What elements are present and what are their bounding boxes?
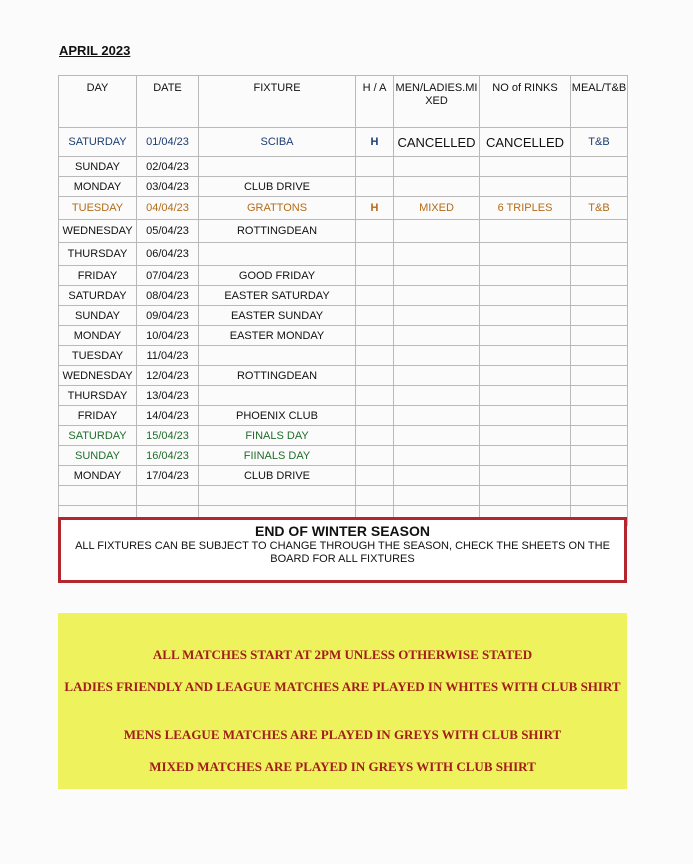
empty-cell <box>571 486 628 506</box>
cell-rinks <box>480 266 571 286</box>
rule-mens-dress: MENS LEAGUE MATCHES ARE PLAYED IN GREYS WITH CLUB SHIRT <box>123 727 562 742</box>
cell-home-away <box>356 326 394 346</box>
cell-rinks <box>480 406 571 426</box>
fixtures-table <box>58 75 628 526</box>
cell-date: 05/04/23 <box>137 220 199 243</box>
cell-date: 03/04/23 <box>137 177 199 197</box>
cell-men-ladies <box>394 326 480 346</box>
cell-men-ladies <box>394 346 480 366</box>
cell-fixture: ROTTINGDEAN <box>199 366 356 386</box>
cell-home-away <box>356 157 394 177</box>
cell-meal <box>571 286 628 306</box>
cell-men-ladies <box>394 220 480 243</box>
cell-day: MONDAY <box>59 326 137 346</box>
cell-men-ladies <box>394 446 480 466</box>
header-meal: MEAL/T&B <box>571 76 628 128</box>
table-header-row <box>59 76 628 128</box>
cell-meal <box>571 220 628 243</box>
cell-day: SATURDAY <box>59 128 137 157</box>
table-row <box>59 366 628 386</box>
cell-date: 08/04/23 <box>137 286 199 306</box>
cell-meal <box>571 366 628 386</box>
cell-fixture <box>199 386 356 406</box>
header-date: DATE <box>137 76 199 128</box>
table-row <box>59 128 628 157</box>
cell-day: TUESDAY <box>59 197 137 220</box>
cell-rinks: CANCELLED <box>480 128 571 157</box>
cell-men-ladies <box>394 306 480 326</box>
cell-fixture: GOOD FRIDAY <box>199 266 356 286</box>
empty-cell <box>199 486 356 506</box>
cell-date: 17/04/23 <box>137 466 199 486</box>
cell-meal <box>571 157 628 177</box>
cell-meal <box>571 306 628 326</box>
cell-date: 13/04/23 <box>137 386 199 406</box>
cell-meal <box>571 446 628 466</box>
header-no-of-rinks: NO of RINKS <box>480 76 571 128</box>
cell-date: 07/04/23 <box>137 266 199 286</box>
cell-meal <box>571 406 628 426</box>
cell-fixture: FIINALS DAY <box>199 446 356 466</box>
table-row <box>59 243 628 266</box>
cell-fixture <box>199 243 356 266</box>
cell-fixture: EASTER SUNDAY <box>199 306 356 326</box>
cell-meal <box>571 177 628 197</box>
match-rules-panel <box>58 613 627 789</box>
table-row <box>59 177 628 197</box>
cell-meal <box>571 426 628 446</box>
cell-rinks <box>480 177 571 197</box>
table-row <box>59 326 628 346</box>
cell-date: 10/04/23 <box>137 326 199 346</box>
cell-date: 01/04/23 <box>137 128 199 157</box>
cell-men-ladies <box>394 286 480 306</box>
rule-start-time: ALL MATCHES START AT 2PM UNLESS OTHERWISE STATED <box>152 647 533 662</box>
cell-home-away: H <box>356 128 394 157</box>
cell-day: SATURDAY <box>59 286 137 306</box>
cell-men-ladies <box>394 366 480 386</box>
cell-rinks: 6 TRIPLES <box>480 197 571 220</box>
cell-rinks <box>480 426 571 446</box>
cell-day: FRIDAY <box>59 266 137 286</box>
cell-rinks <box>480 306 571 326</box>
table-row <box>59 406 628 426</box>
cell-meal <box>571 266 628 286</box>
table-row <box>59 306 628 326</box>
cell-men-ladies: CANCELLED <box>394 128 480 157</box>
cell-home-away <box>356 286 394 306</box>
cell-rinks <box>480 326 571 346</box>
empty-cell <box>480 486 571 506</box>
table-row <box>59 426 628 446</box>
cell-fixture <box>199 346 356 366</box>
cell-day: MONDAY <box>59 466 137 486</box>
cell-home-away: H <box>356 197 394 220</box>
cell-date: 11/04/23 <box>137 346 199 366</box>
cell-date: 02/04/23 <box>137 157 199 177</box>
cell-home-away <box>356 446 394 466</box>
cell-fixture: ROTTINGDEAN <box>199 220 356 243</box>
cell-fixture: GRATTONS <box>199 197 356 220</box>
table-row <box>59 346 628 366</box>
cell-fixture: FINALS DAY <box>199 426 356 446</box>
cell-home-away <box>356 466 394 486</box>
cell-day: MONDAY <box>59 177 137 197</box>
rule-mixed-dress: MIXED MATCHES ARE PLAYED IN GREYS WITH CLUB SHIRT <box>149 759 536 774</box>
cell-home-away <box>356 306 394 326</box>
table-row <box>59 446 628 466</box>
cell-day: THURSDAY <box>59 386 137 406</box>
empty-cell <box>59 486 137 506</box>
cell-fixture: SCIBA <box>199 128 356 157</box>
cell-men-ladies <box>394 466 480 486</box>
cell-day: WEDNESDAY <box>59 366 137 386</box>
cell-date: 15/04/23 <box>137 426 199 446</box>
table-row <box>59 466 628 486</box>
cell-meal <box>571 466 628 486</box>
cell-date: 04/04/23 <box>137 197 199 220</box>
cell-date: 16/04/23 <box>137 446 199 466</box>
cell-rinks <box>480 220 571 243</box>
cell-fixture: CLUB DRIVE <box>199 177 356 197</box>
rule-ladies-dress: LADIES FRIENDLY AND LEAGUE MATCHES ARE PLAYED IN WHITES WITH CLUB SHIRT <box>64 679 621 694</box>
table-row <box>59 286 628 306</box>
cell-meal: T&B <box>571 128 628 157</box>
page-title: APRIL 2023 <box>59 43 131 58</box>
cell-day: TUESDAY <box>59 346 137 366</box>
cell-fixture <box>199 157 356 177</box>
cell-fixture: EASTER SATURDAY <box>199 286 356 306</box>
header-home-away: H / A <box>356 76 394 128</box>
header-men-ladies-mixed: MEN/LADIES.MIXED <box>394 76 480 128</box>
cell-home-away <box>356 220 394 243</box>
table-row <box>59 197 628 220</box>
end-of-season-notice <box>58 517 627 583</box>
header-fixture: FIXTURE <box>199 76 356 128</box>
cell-home-away <box>356 366 394 386</box>
cell-home-away <box>356 346 394 366</box>
cell-home-away <box>356 266 394 286</box>
cell-date: 06/04/23 <box>137 243 199 266</box>
cell-rinks <box>480 386 571 406</box>
cell-home-away <box>356 426 394 446</box>
cell-day: THURSDAY <box>59 243 137 266</box>
cell-men-ladies <box>394 177 480 197</box>
cell-fixture: EASTER MONDAY <box>199 326 356 346</box>
cell-fixture: CLUB DRIVE <box>199 466 356 486</box>
cell-men-ladies <box>394 266 480 286</box>
cell-home-away <box>356 243 394 266</box>
cell-men-ladies <box>394 243 480 266</box>
header-day: DAY <box>59 76 137 128</box>
table-row <box>59 220 628 243</box>
table-row <box>59 386 628 406</box>
cell-day: SUNDAY <box>59 157 137 177</box>
empty-row <box>59 486 628 506</box>
cell-men-ladies <box>394 386 480 406</box>
cell-date: 09/04/23 <box>137 306 199 326</box>
table-row <box>59 266 628 286</box>
cell-men-ladies <box>394 157 480 177</box>
cell-day: FRIDAY <box>59 406 137 426</box>
cell-rinks <box>480 366 571 386</box>
empty-cell <box>356 486 394 506</box>
empty-cell <box>394 486 480 506</box>
cell-day: SUNDAY <box>59 446 137 466</box>
cell-home-away <box>356 386 394 406</box>
cell-rinks <box>480 446 571 466</box>
cell-home-away <box>356 177 394 197</box>
cell-rinks <box>480 157 571 177</box>
cell-meal: T&B <box>571 197 628 220</box>
cell-date: 14/04/23 <box>137 406 199 426</box>
notice-heading: END OF WINTER SEASON <box>254 523 430 539</box>
cell-fixture: PHOENIX CLUB <box>199 406 356 426</box>
cell-day: SUNDAY <box>59 306 137 326</box>
cell-men-ladies <box>394 406 480 426</box>
cell-rinks <box>480 243 571 266</box>
cell-day: SATURDAY <box>59 426 137 446</box>
cell-meal <box>571 243 628 266</box>
cell-meal <box>571 386 628 406</box>
cell-day: WEDNESDAY <box>59 220 137 243</box>
cell-rinks <box>480 346 571 366</box>
table-row <box>59 157 628 177</box>
notice-text: ALL FIXTURES CAN BE SUBJECT TO CHANGE THROUGH THE SEASON, CHECK THE SHEETS ON THE BOARD FOR ALL FIXTURES <box>75 540 610 565</box>
cell-rinks <box>480 466 571 486</box>
cell-meal <box>571 346 628 366</box>
cell-rinks <box>480 286 571 306</box>
cell-date: 12/04/23 <box>137 366 199 386</box>
cell-men-ladies: MIXED <box>394 197 480 220</box>
cell-meal <box>571 326 628 346</box>
cell-men-ladies <box>394 426 480 446</box>
cell-home-away <box>356 406 394 426</box>
empty-cell <box>137 486 199 506</box>
